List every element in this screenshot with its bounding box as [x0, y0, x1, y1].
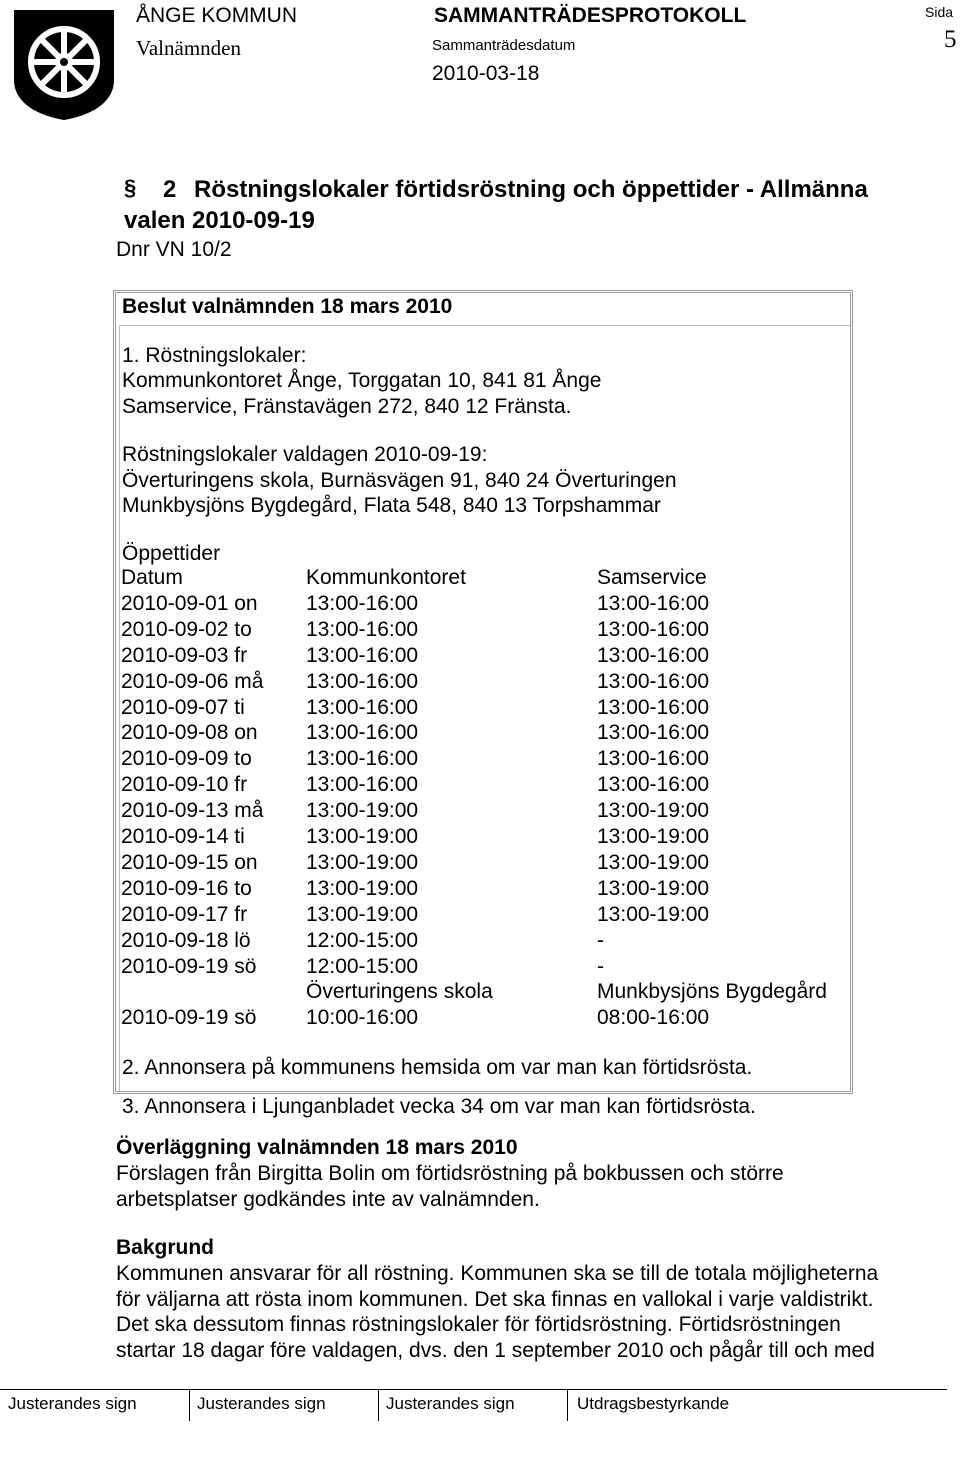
election-day-station-line: Munkbysjöns Bygdegård, Flata 548, 840 13 Torpshammar — [122, 494, 661, 517]
table-cell: 13:00-19:00 — [597, 902, 710, 926]
background-line: för väljarna att rösta inom kommunen. Det ska finnas en vallokal i varje valdistrikt. — [116, 1288, 874, 1311]
page-label: Sida — [925, 4, 954, 20]
deliberation-line: Förslagen från Birgitta Bolin om förtidsröstning på bokbussen och större — [116, 1162, 784, 1185]
certification-field-label: Utdragsbestyrkande — [577, 1394, 730, 1413]
table-row — [121, 670, 851, 696]
table-cell: Överturingens skola — [306, 980, 493, 1004]
footer-divider — [378, 1389, 379, 1421]
footer-divider — [189, 1389, 190, 1421]
table-cell: 13:00-19:00 — [597, 825, 710, 848]
table-cell: 2010-09-14 ti — [121, 825, 245, 848]
decision-item-2: 2. Annonsera på kommunens hemsida om var man kan förtidsrösta. — [122, 1056, 753, 1079]
section-symbol: § — [124, 175, 137, 200]
table-row — [121, 929, 851, 955]
table-cell: 2010-09-19 sö — [121, 1006, 257, 1030]
table-cell: - — [597, 954, 604, 978]
table-cell: 08:00-16:00 — [597, 1006, 710, 1030]
table-cell: 12:00-15:00 — [306, 954, 419, 978]
table-cell: 13:00-19:00 — [306, 825, 419, 848]
section-number: 2 — [163, 176, 177, 203]
meeting-date: 2010-03-18 — [432, 62, 540, 85]
table-cell: 2010-09-10 fr — [121, 773, 248, 797]
background-line: Det ska dessutom finnas röstningslokaler för förtidsröstning. Förtidsröstningen — [116, 1313, 841, 1336]
table-row — [121, 903, 851, 929]
table-cell: 13:00-19:00 — [597, 876, 710, 900]
table-row — [121, 747, 851, 773]
table-cell: Munkbysjöns Bygdegård — [597, 980, 827, 1004]
table-cell: 10:00-16:00 — [306, 1006, 419, 1030]
table-row — [121, 721, 851, 747]
table-cell: - — [597, 928, 604, 952]
table-row — [121, 773, 851, 799]
table-cell: 2010-09-01 on — [121, 591, 258, 615]
polling-station-line: Kommunkontoret Ånge, Torggatan 10, 841 81 Ånge — [122, 369, 602, 392]
polling-station-line: Samservice, Fränstavägen 272, 840 12 Fränsta. — [122, 395, 572, 418]
decision-title: Beslut valnämnden 18 mars 2010 — [122, 295, 453, 318]
table-cell: 13:00-19:00 — [306, 902, 419, 926]
committee-name: Valnämnden — [136, 36, 241, 60]
background-heading: Bakgrund — [116, 1236, 215, 1259]
table-row — [121, 644, 851, 670]
table-cell: 13:00-16:00 — [306, 721, 419, 745]
table-cell: 13:00-16:00 — [306, 617, 419, 641]
table-cell: 2010-09-07 ti — [121, 695, 245, 719]
signature-field-label: Justerandes sign — [197, 1394, 326, 1413]
background-line: Kommunen ansvarar för all röstning. Kommunen ska se till de totala möjligheterna — [116, 1262, 879, 1285]
table-cell: 13:00-19:00 — [306, 799, 419, 823]
table-cell: 13:00-16:00 — [306, 773, 419, 797]
item1-heading: 1. Röstningslokaler: — [122, 344, 307, 367]
column-header: Datum — [121, 566, 183, 589]
table-cell: 13:00-16:00 — [306, 591, 419, 615]
table-cell: 2010-09-18 lö — [121, 928, 251, 952]
decision-item-3: 3. Annonsera i Ljunganbladet vecka 34 om var man kan förtidsrösta. — [122, 1095, 756, 1118]
table-cell: 12:00-15:00 — [306, 928, 419, 952]
signature-field-label: Justerandes sign — [386, 1394, 515, 1413]
section-title-line-2: valen 2010-09-19 — [124, 207, 315, 234]
election-day-heading: Röstningslokaler valdagen 2010-09-19: — [122, 443, 488, 466]
footer-rule — [0, 1389, 947, 1390]
table-row — [121, 825, 851, 851]
table-cell: 13:00-16:00 — [597, 617, 710, 641]
table-cell: 13:00-19:00 — [597, 799, 710, 823]
table-cell: 13:00-16:00 — [306, 669, 419, 693]
hours-heading: Öppettider — [122, 542, 221, 565]
table-row — [121, 851, 851, 877]
table-cell: 13:00-16:00 — [306, 643, 419, 667]
column-header: Samservice — [597, 566, 707, 589]
table-row — [121, 1006, 851, 1032]
case-number: Dnr VN 10/2 — [116, 238, 232, 261]
table-row — [121, 592, 851, 618]
table-header-row — [121, 566, 851, 592]
table-cell: 13:00-16:00 — [306, 747, 419, 771]
table-cell: 13:00-16:00 — [597, 721, 710, 745]
column-header: Kommunkontoret — [306, 566, 466, 589]
table-cell: 13:00-16:00 — [597, 773, 710, 797]
table-cell: 2010-09-08 on — [121, 721, 258, 745]
organization-name: ÅNGE KOMMUN — [136, 4, 298, 27]
table-cell: 2010-09-09 to — [121, 747, 252, 771]
table-cell: 2010-09-16 to — [121, 876, 252, 900]
table-cell: 2010-09-19 sö — [121, 954, 257, 978]
table-cell: 13:00-19:00 — [597, 850, 710, 874]
meeting-date-label: Sammanträdesdatum — [432, 37, 576, 54]
page-number: 5 — [944, 26, 957, 53]
table-row — [121, 696, 851, 722]
deliberation-line: arbetsplatser godkändes inte av valnämnden. — [116, 1188, 540, 1211]
table-cell: 2010-09-15 on — [121, 850, 258, 874]
table-cell: 2010-09-03 fr — [121, 643, 248, 667]
table-cell: 13:00-16:00 — [597, 643, 710, 667]
footer-divider — [567, 1389, 568, 1421]
background-line: startar 18 dagar före valdagen, dvs. den 1 september 2010 och pågår till och med — [116, 1339, 875, 1362]
deliberation-heading: Överläggning valnämnden 18 mars 2010 — [116, 1136, 518, 1159]
document-type: SAMMANTRÄDESPROTOKOLL — [434, 4, 747, 27]
table-row — [121, 618, 851, 644]
table-row — [121, 955, 851, 981]
section-title-line-1: Röstningslokaler förtidsröstning och öppettider - Allmänna — [194, 176, 868, 203]
table-cell: 13:00-19:00 — [306, 876, 419, 900]
table-row — [121, 877, 851, 903]
table-row — [121, 799, 851, 825]
table-cell: 2010-09-02 to — [121, 617, 252, 641]
election-day-station-line: Överturingens skola, Burnäsvägen 91, 840 24 Överturingen — [122, 469, 677, 492]
table-cell: 2010-09-17 fr — [121, 902, 248, 926]
table-cell: 13:00-16:00 — [597, 747, 710, 771]
municipality-logo — [6, 6, 122, 122]
table-cell: 13:00-16:00 — [597, 591, 710, 615]
table-cell: 13:00-16:00 — [306, 695, 419, 719]
table-cell: 2010-09-06 må — [121, 669, 264, 693]
table-cell: 13:00-16:00 — [597, 695, 710, 719]
table-row — [121, 980, 851, 1006]
table-cell: 13:00-16:00 — [597, 669, 710, 693]
signature-field-label: Justerandes sign — [8, 1394, 137, 1413]
table-cell: 13:00-19:00 — [306, 850, 419, 874]
table-cell: 2010-09-13 må — [121, 799, 264, 823]
